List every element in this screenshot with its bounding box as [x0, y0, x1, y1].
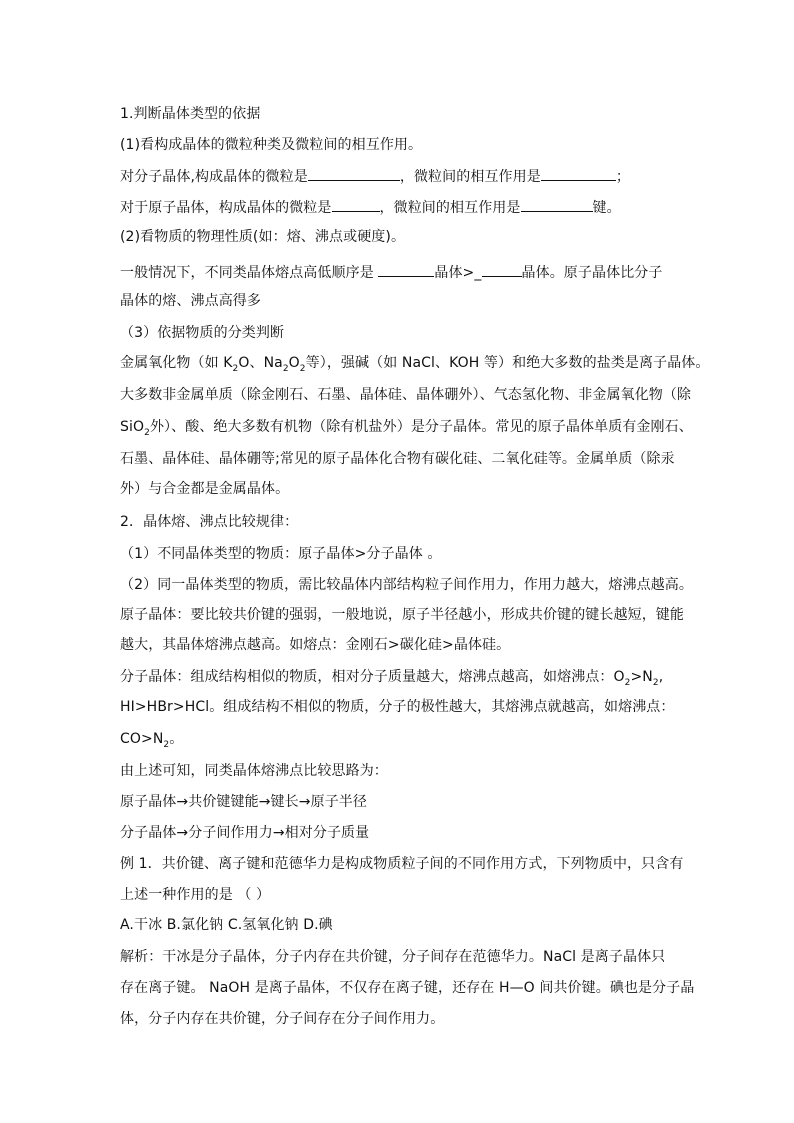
example-question: 上述一种作用的是 （ ）: [120, 887, 271, 903]
subscript: 2: [652, 677, 659, 688]
line-text: CO>N: [120, 731, 164, 747]
paragraph-line: HI>HBr>HCl。组成结构不相似的物质，分子的极性越大，其熔沸点就越高，如熔沸点：: [120, 699, 675, 715]
paragraph-line: 大多数非金属单质（除金刚石、石墨、晶体硅、晶体硼外）、气态氢化物、非金属氧化物（除: [120, 387, 692, 403]
line-text: 等），强碱（如 NaCl、KOH 等）和绝大多数的盐类是离子晶体。: [305, 355, 710, 371]
paragraph-line: 石墨、晶体硅、晶体硼等;常见的原子晶体化合物有碳化硅、二氧化硅等。金属单质（除汞: [120, 451, 675, 467]
line-text: SiO: [120, 419, 145, 435]
line-text: O、Na: [238, 355, 283, 371]
subscript: 2: [624, 677, 631, 688]
line-text: 晶体>_: [434, 265, 482, 281]
subscript: 2: [144, 427, 150, 438]
line-text: 金属氧化物（如 K: [120, 355, 233, 371]
answer-options: A.干冰 B.氯化钠 C.氢氧化钠 D.碘: [120, 917, 333, 933]
paragraph-line: 外）与合金都是金属晶体。: [120, 481, 290, 497]
line-text: 外）、酸、绝大多数有机物（除有机盐外）是分子晶体。常见的原子晶体单质有金刚石、: [149, 419, 693, 435]
line-text: ,: [658, 669, 664, 685]
answer-blank: [378, 262, 434, 277]
paragraph-line: 晶体的熔、沸点高得多: [120, 293, 261, 309]
line-text: ；: [615, 169, 630, 185]
fill-in-line-molecular: [120, 166, 680, 186]
explanation-line: 存在离子键。 NaOH 是离子晶体，不仅存在离子键，还存在 H—O 间共价键。碘也是分子晶: [120, 980, 695, 996]
line-text: ，微粒间的相互作用是: [399, 169, 541, 185]
paragraph-line: （3）依据物质的分类判断: [120, 325, 285, 341]
paragraph-line: 原子晶体：要比较共价键的强弱，一般地说，原子半径越小，形成共价键的键长越短，键能: [120, 607, 684, 623]
paragraph-line: (1)看构成晶体的微粒种类及微粒间的相互作用。: [120, 137, 423, 153]
line-text: 一般情况下，不同类晶体熔点高低顺序是: [120, 265, 379, 281]
paragraph-line: [120, 418, 693, 438]
line-text: 对分子晶体,构成晶体的微粒是: [120, 169, 308, 185]
answer-blank: [482, 262, 522, 277]
paragraph-line: [120, 668, 680, 686]
fill-in-line-melting-order: [120, 262, 680, 282]
fill-in-line-atomic: [120, 197, 680, 217]
answer-blank: [332, 197, 380, 212]
subscript: 2: [282, 363, 289, 374]
paragraph-line: [120, 354, 710, 374]
example-question: 例 1．共价键、离子键和范德华力是构成物质粒子间的不同作用方式，下列物质中，只含有: [120, 856, 684, 872]
answer-blank: [308, 166, 400, 181]
line-text: 分子晶体：组成结构相似的物质，相对分子质量越大，熔沸点越高，如熔沸点：O: [120, 669, 625, 685]
line-text: 。: [169, 731, 184, 747]
line-text: ，微粒间的相互作用是: [379, 200, 521, 216]
paragraph-line: [120, 730, 680, 748]
subscript: 2: [163, 739, 170, 750]
paragraph-line: 由上述可知，同类晶体熔沸点比较思路为：: [120, 763, 388, 779]
explanation-line: 体，分子内存在共价键，分子间存在分子间作用力。: [120, 1011, 445, 1027]
paragraph-line: (2)看物质的物理性质(如：熔、沸点或硬度)。: [120, 229, 406, 245]
explanation-line: 解析：干冰是分子晶体，分子内存在共价键，分子间存在范德华力。NaCl 是离子晶体只: [120, 949, 666, 965]
answer-blank: [541, 166, 616, 181]
line-text: 键。: [592, 200, 621, 216]
line-text: O: [288, 355, 300, 371]
line-text: >N: [630, 669, 653, 685]
section-heading-1: 1.判断晶体类型的依据: [120, 106, 261, 122]
subscript: 2: [232, 363, 239, 374]
paragraph-line: （2）同一晶体类型的物质，需比较晶体内部结构粒子间作用力，作用力越大，熔沸点越高。: [120, 577, 694, 593]
paragraph-line: （1）不同晶体类型的物质：原子晶体>分子晶体 。: [120, 546, 442, 562]
answer-blank: [521, 197, 593, 212]
paragraph-line: 原子晶体→共价键键能→键长→原子半径: [120, 794, 367, 810]
paragraph-line: 越大，其晶体熔沸点越高。如熔点：金刚石>碳化硅>晶体硅。: [120, 637, 511, 653]
section-heading-2: 2．晶体熔、沸点比较规律：: [120, 514, 299, 530]
line-text: 晶体。原子晶体比分子: [521, 265, 663, 281]
paragraph-line: 分子晶体→分子间作用力→相对分子质量: [120, 825, 370, 841]
line-text: 对于原子晶体，构成晶体的微粒是: [120, 200, 332, 216]
subscript: 2: [299, 363, 306, 374]
